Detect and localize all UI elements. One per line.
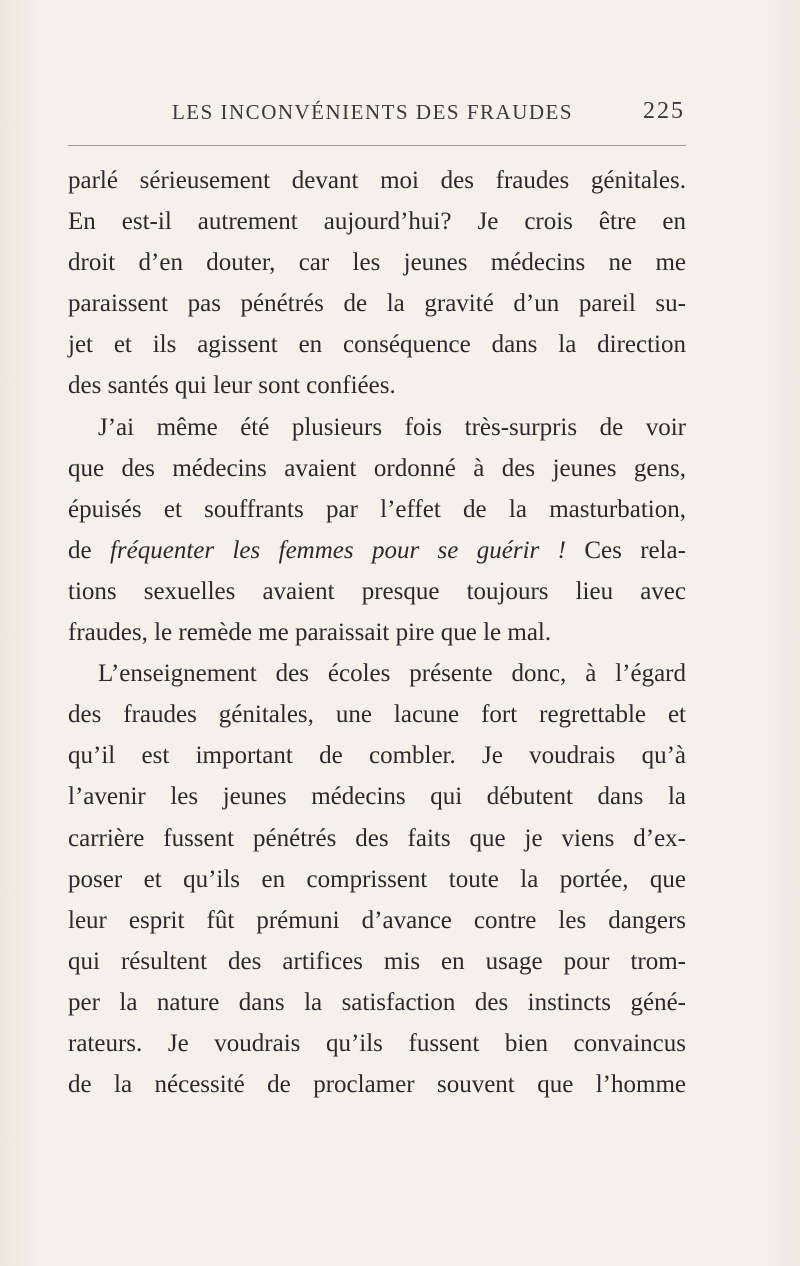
text-line: qu’il est important de combler. Je voudrais qu’à bbox=[68, 742, 686, 770]
header-rule bbox=[68, 145, 686, 146]
text-line: leur esprit fût prémuni d’avance contre les dangers bbox=[68, 906, 686, 934]
text-line: En est-il autrement aujourd’hui? Je crois être en bbox=[68, 208, 686, 236]
text-line: fraudes, le remède me paraissait pire que le mal. bbox=[68, 619, 552, 647]
text-line: l’avenir les jeunes médecins qui débutent dans la bbox=[68, 783, 686, 811]
text-line: que des médecins avaient ordonné à des jeunes gens, bbox=[68, 454, 686, 482]
italic-phrase: fréquenter les femmes pour se guérir ! bbox=[109, 536, 566, 564]
text-line: paraissent pas pénétrés de la gravité d’un pareil su- bbox=[68, 290, 686, 318]
text-line: des fraudes génitales, une lacune fort regrettable et bbox=[68, 701, 686, 729]
text-line: J’ai même été plusieurs fois très-surpris de voir bbox=[98, 413, 686, 441]
body-text bbox=[68, 160, 686, 1105]
page-number: 225 bbox=[643, 98, 685, 124]
text-line: des santés qui leur sont confiées. bbox=[68, 372, 396, 400]
text-line: tions sexuelles avaient presque toujours lieu avec bbox=[68, 577, 686, 605]
text-line: carrière fussent pénétrés des faits que je viens d’ex- bbox=[68, 824, 686, 852]
running-title: LES INCONVÉNIENTS DES FRAUDES bbox=[171, 100, 574, 124]
text-line: jet et ils agissent en conséquence dans la direction bbox=[68, 331, 686, 359]
text-line: per la nature dans la satisfaction des instincts géné- bbox=[68, 988, 686, 1016]
text-line: qui résultent des artifices mis en usage pour trom- bbox=[68, 947, 686, 975]
text-line: poser et qu’ils en comprissent toute la portée, que bbox=[68, 865, 686, 893]
text-line: L’enseignement des écoles présente donc, à l’égard bbox=[98, 660, 686, 688]
text-fragment: Ces rela- bbox=[565, 536, 686, 564]
text-line: de la nécessité de proclamer souvent que l’homme bbox=[68, 1071, 686, 1099]
text-line: épuisés et souffrants par l’effet de la masturbation, bbox=[68, 495, 686, 523]
text-line: parlé sérieusement devant moi des fraudes génitales. bbox=[68, 167, 686, 194]
text-fragment: de bbox=[68, 536, 110, 564]
text-line: droit d’en douter, car les jeunes médecins ne me bbox=[68, 249, 686, 277]
text-line: rateurs. Je voudrais qu’ils fussent bien convaincus bbox=[68, 1029, 686, 1057]
text-line-with-italic bbox=[68, 530, 686, 571]
running-head bbox=[110, 100, 685, 130]
